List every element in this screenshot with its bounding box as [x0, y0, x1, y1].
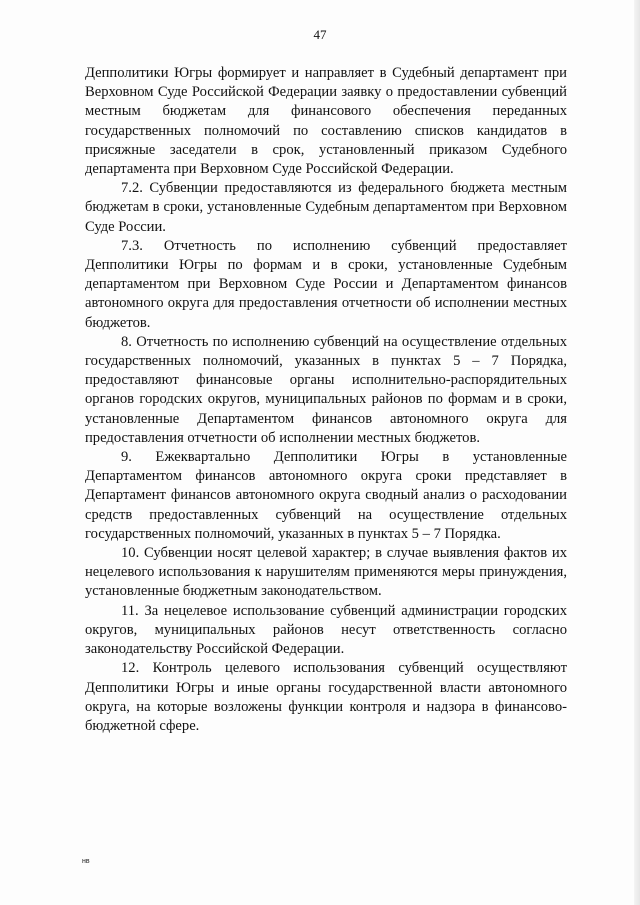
- paragraph-continuation: Депполитики Югры формирует и направляет в Судебный департамент при Верховном Суде Российской Федерации заявку о предоставлении субвенций местным бюджетам для финансового обеспечения переданных государственных полномочий по составлению списков кандидатов в присяжные заседатели в срок, установленный приказом Судебного департамента при Верховном Суде Российской Федерации.: [85, 65, 567, 178]
- paragraph-8: 8. Отчетность по исполнению субвенций на осуществление отдельных государственных полномочий, указанных в пунктах 5 – 7 Порядка, предоставляют финансовые органы исполнительно-распорядительных органов городских округов, муниципальных районов по формам и в сроки, установленные Департаментом финансов автономного округа для предоставления отчетности об исполнении местных бюджетов.: [85, 333, 567, 446]
- paragraph-11: 11. За нецелевое использование субвенций администрации городских округов, муниципальных районов несут ответственность согласно законодательству Российской Федерации.: [85, 602, 567, 658]
- page-edge-shadow: [634, 0, 640, 905]
- paragraph-10: 10. Субвенции носят целевой характер; в случае выявления фактов их нецелевого использования к нарушителям применяются меры принуждения, установленные бюджетным законодательством.: [85, 545, 567, 600]
- page-number: 47: [313, 27, 327, 42]
- footer-code: нв: [82, 858, 90, 865]
- paragraph-7-2: 7.2. Субвенции предоставляются из федерального бюджета местным бюджетам в сроки, установленные Судебным департаментом при Верховном Суде России.: [85, 180, 567, 235]
- paragraph-12: 12. Контроль целевого использования субвенций осуществляют Депполитики Югры и иные органы государственной власти автономного округа, на которые возложены функции контроля и надзора в финансово-бюджетной сфере.: [85, 660, 567, 734]
- paragraph-9: 9. Ежеквартально Депполитики Югры в установленные Департаментом финансов автономного округа сроки представляет в Департамент финансов автономного округа сводный анализ о расходовании средств предоставленных субвенций на осуществление отдельных государственных полномочий, указанных в пунктах 5 – 7 Порядка.: [85, 449, 567, 542]
- paragraph-7-3: 7.3. Отчетность по исполнению субвенций предоставляет Депполитики Югры по формам и в сроки, установленные Судебным департаментом при Верховном Суде России и Департаментом финансов автономного округа для предоставления отчетности об исполнении местных бюджетов.: [85, 237, 567, 331]
- document-body: [85, 64, 567, 736]
